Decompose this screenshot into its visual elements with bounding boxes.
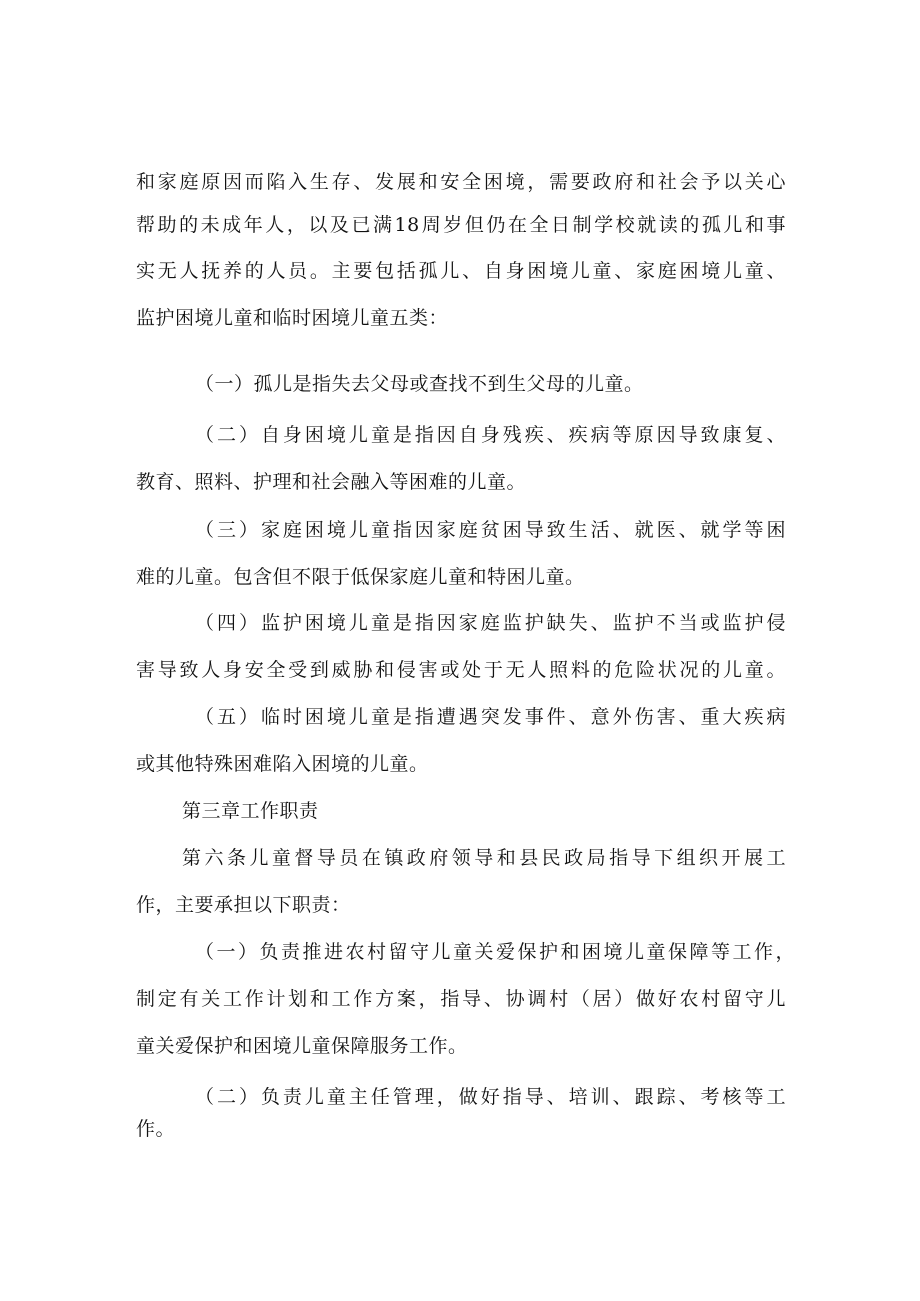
text-line: （四）监护困境儿童是指因家庭监护缺失、监护不当或监护侵 bbox=[195, 612, 786, 634]
text-line: 或其他特殊困难陷入困境的儿童。 bbox=[136, 753, 429, 775]
text-line: （三）家庭困境儿童指因家庭贫困导致生活、就医、就学等困 bbox=[195, 519, 786, 541]
text-line: 和家庭原因而陷入生存、发展和安全困境，需要政府和社会予以关心 bbox=[136, 171, 786, 193]
text-line: （五）临时困境儿童是指遭遇突发事件、意外伤害、重大疾病 bbox=[195, 706, 786, 728]
text-line: （二）自身困境儿童是指因自身残疾、疾病等原因导致康复、 bbox=[195, 424, 786, 446]
text-line: 害导致人身安全受到威胁和侵害或处于无人照料的危险状况的儿童。 bbox=[136, 659, 786, 681]
text-line: 作，主要承担以下职责： bbox=[136, 894, 351, 916]
text-line: 作。 bbox=[136, 1118, 176, 1140]
text-line: （一）负责推进农村留守儿童关爱保护和困境儿童保障等工作， bbox=[195, 941, 795, 963]
text-line: 难的儿童。包含但不限于低保家庭儿童和特困儿童。 bbox=[136, 566, 585, 588]
text-line: 实无人抚养的人员。主要包括孤儿、自身困境儿童、家庭困境儿童、 bbox=[136, 260, 786, 282]
section-heading: 第三章工作职责 bbox=[182, 800, 319, 822]
text-line: 童关爱保护和困境儿童保障服务工作。 bbox=[136, 1035, 468, 1057]
text-line: 监护困境儿童和临时困境儿童五类： bbox=[136, 307, 449, 329]
text-line: 制定有关工作计划和工作方案，指导、协调村（居）做好农村留守儿 bbox=[136, 988, 786, 1010]
text-line: 帮助的未成年人，以及已满18周岁但仍在全日制学校就读的孤儿和事 bbox=[136, 214, 786, 236]
text-line: （二）负责儿童主任管理，做好指导、培训、跟踪、考核等工 bbox=[195, 1086, 786, 1108]
text-line: 第六条儿童督导员在镇政府领导和县民政局指导下组织开展工 bbox=[182, 847, 786, 869]
text-line: （一）孤儿是指失去父母或查找不到生父母的儿童。 bbox=[195, 373, 644, 395]
text-line: 教育、照料、护理和社会融入等困难的儿童。 bbox=[136, 471, 527, 493]
